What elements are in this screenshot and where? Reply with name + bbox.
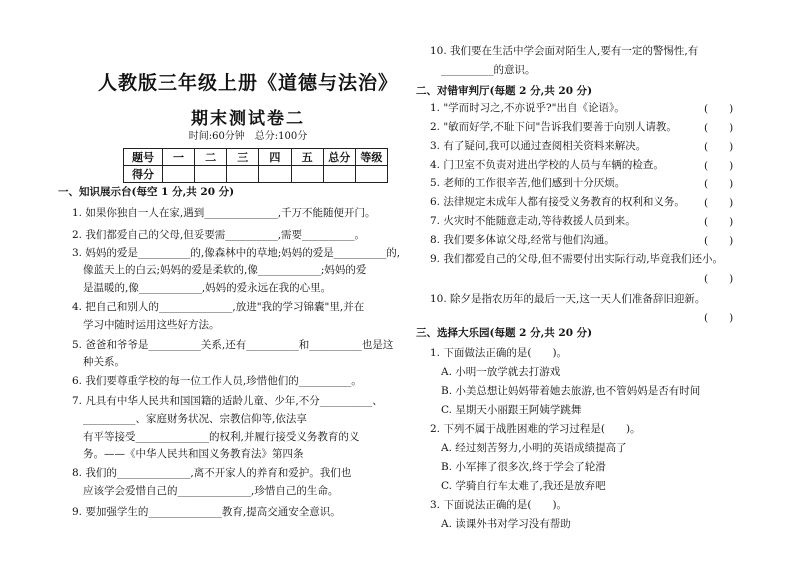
- question-line: 6. 我们要尊重学校的每一位工作人员,珍惜他们的__________。: [72, 375, 362, 387]
- question-line: __________、家庭财务状况、宗教信仰等,依法享: [83, 413, 307, 425]
- score-cell: 四: [259, 149, 291, 166]
- answer-bracket[interactable]: ( ): [704, 160, 734, 172]
- score-cell: 三: [227, 149, 259, 166]
- question-line: __________的意识。: [441, 64, 536, 76]
- question-line: 有平等接受______________的权利,并履行接受义务教育的义: [83, 431, 360, 443]
- section1-title: 一、知识展示台(每空 1 分,共 20 分): [58, 186, 235, 198]
- choice-question: 3. 下面说法正确的是( )。: [430, 499, 568, 511]
- question-line: 种关系。: [83, 356, 125, 368]
- section3-title: 三、选择大乐园(每题 2 分,共 20 分): [416, 327, 593, 339]
- judge-item: 6. 法律规定未成年人都有接受义务教育的权利和义务。: [430, 196, 685, 208]
- choice-option[interactable]: B. 小军摔了很多次,终于学会了轮滑: [441, 461, 606, 473]
- judge-item: 10. 除夕是指农历年的最后一天,这一天人们准备辞旧迎新。: [430, 293, 706, 305]
- question-line: 4. 把自己和别人的______________,放进"我的学习锦囊"里,并在: [72, 301, 365, 313]
- question-line: 5. 爸爸和爷爷是__________关系,还有__________和__________也是这: [72, 339, 394, 351]
- choice-option[interactable]: B. 小美总想让妈妈带着她去旅游,也不管妈妈是否有时间: [441, 385, 701, 397]
- answer-bracket[interactable]: ( ): [704, 122, 734, 134]
- score-input-cell[interactable]: [291, 166, 323, 183]
- answer-bracket[interactable]: ( ): [704, 103, 734, 115]
- choice-option[interactable]: A. 读课外书对学习没有帮助: [441, 518, 571, 530]
- score-cell: 五: [291, 149, 323, 166]
- score-input-cell[interactable]: [162, 166, 194, 183]
- choice-option[interactable]: C. 星期天小丽跟王阿姨学跳舞: [441, 404, 582, 416]
- score-input-cell[interactable]: [259, 166, 291, 183]
- score-input-cell[interactable]: [355, 166, 387, 183]
- judge-item: 7. 火灾时不能随意走动,等待救援人员到来。: [430, 215, 636, 227]
- question-line: 学习中随时运用这些好方法。: [83, 319, 220, 331]
- exam-meta: 时间:60分钟 总分:100分: [188, 131, 308, 142]
- choice-option[interactable]: A. 小明一放学就去打游戏: [441, 366, 561, 378]
- answer-bracket[interactable]: ( ): [704, 141, 734, 153]
- score-cell: 二: [195, 149, 227, 166]
- answer-bracket[interactable]: ( ): [704, 235, 734, 247]
- answer-bracket[interactable]: ( ): [704, 273, 734, 285]
- score-cell: 总分: [323, 149, 355, 166]
- question-line: 像蓝天上的白云;妈妈的爱是柔软的,像____________;妈妈的爱: [83, 264, 367, 276]
- question-line: 是温暖的,像____________,妈妈的爱永远在我的心里。: [83, 282, 332, 294]
- choice-question: 2. 下列不属于战胜困难的学习过程是( )。: [430, 423, 641, 435]
- question-line: 2. 我们都爱自己的父母,但妥要需__________,需要__________。: [72, 229, 366, 241]
- question-line: 10. 我们要在生活中学会面对陌生人,要有一定的警惕性,有: [430, 45, 699, 57]
- question-line: 1. 如果你独自一人在家,遇到______________,千万不能随便开门。: [72, 207, 376, 219]
- score-cell: 题号: [124, 149, 163, 166]
- question-line: 应该学会爱惜自己的______________,珍惜自己的生命。: [83, 485, 339, 497]
- score-cell: 一: [162, 149, 194, 166]
- judge-item: 9. 我们都爱自己的父母,但不需要付出实际行动,毕竟我们还小。: [430, 253, 724, 265]
- question-line: 务。——《中华人民共和国义务教育法》第四条: [83, 448, 304, 460]
- section2-title: 二、对错审判厅(每题 2 分,共 20 分): [416, 85, 593, 97]
- answer-bracket[interactable]: ( ): [704, 178, 734, 190]
- question-line: 8. 我们的______________,离不开家人的养育和爱护。我们也: [72, 467, 352, 479]
- score-table-header-row: [124, 149, 388, 166]
- judge-item: 8. 我们要多体谅父母,经常与他们沟通。: [430, 234, 615, 246]
- score-input-cell[interactable]: [227, 166, 259, 183]
- answer-bracket[interactable]: ( ): [704, 197, 734, 209]
- answer-bracket[interactable]: ( ): [704, 312, 734, 324]
- judge-item: 4. 门卫室不负责对进出学校的人员与车辆的检查。: [430, 159, 664, 171]
- question-line: 9. 要加强学生的______________教育,提高交通安全意识。: [72, 506, 341, 518]
- score-table-score-row: [124, 166, 388, 183]
- score-table: [123, 148, 388, 183]
- score-cell: 得分: [124, 166, 163, 183]
- choice-option[interactable]: A. 经过刻苦努力,小明的英语成绩提高了: [441, 442, 627, 454]
- question-line: 7. 凡具有中华人民共和国国籍的适龄儿童、少年,不分__________、: [72, 395, 383, 407]
- score-cell: 等级: [355, 149, 387, 166]
- judge-item: 1. "学而时习之,不亦说乎?"出自《论语》。: [430, 102, 625, 114]
- judge-item: 2. "敏而好学,不耻下问"告诉我们要善于向别人请教。: [430, 121, 677, 133]
- judge-item: 3. 有了疑问,我可以通过查阅相关资料来解决。: [430, 140, 647, 152]
- exam-subtitle: 期末测试卷二: [191, 109, 305, 129]
- question-line: 3. 妈妈的爱是__________的,像森林中的草地;妈妈的爱是__________的,: [72, 247, 401, 259]
- score-input-cell[interactable]: [195, 166, 227, 183]
- answer-bracket[interactable]: ( ): [704, 216, 734, 228]
- score-input-cell[interactable]: [323, 166, 355, 183]
- choice-option[interactable]: C. 学骑自行车太难了,我还是放弃吧: [441, 480, 606, 492]
- choice-question: 1. 下面做法正确的是( )。: [430, 347, 568, 359]
- exam-title: 人教版三年级上册《道德与法治》: [97, 72, 398, 94]
- judge-item: 5. 老师的工作很辛苦,他们感到十分厌烦。: [430, 177, 626, 189]
